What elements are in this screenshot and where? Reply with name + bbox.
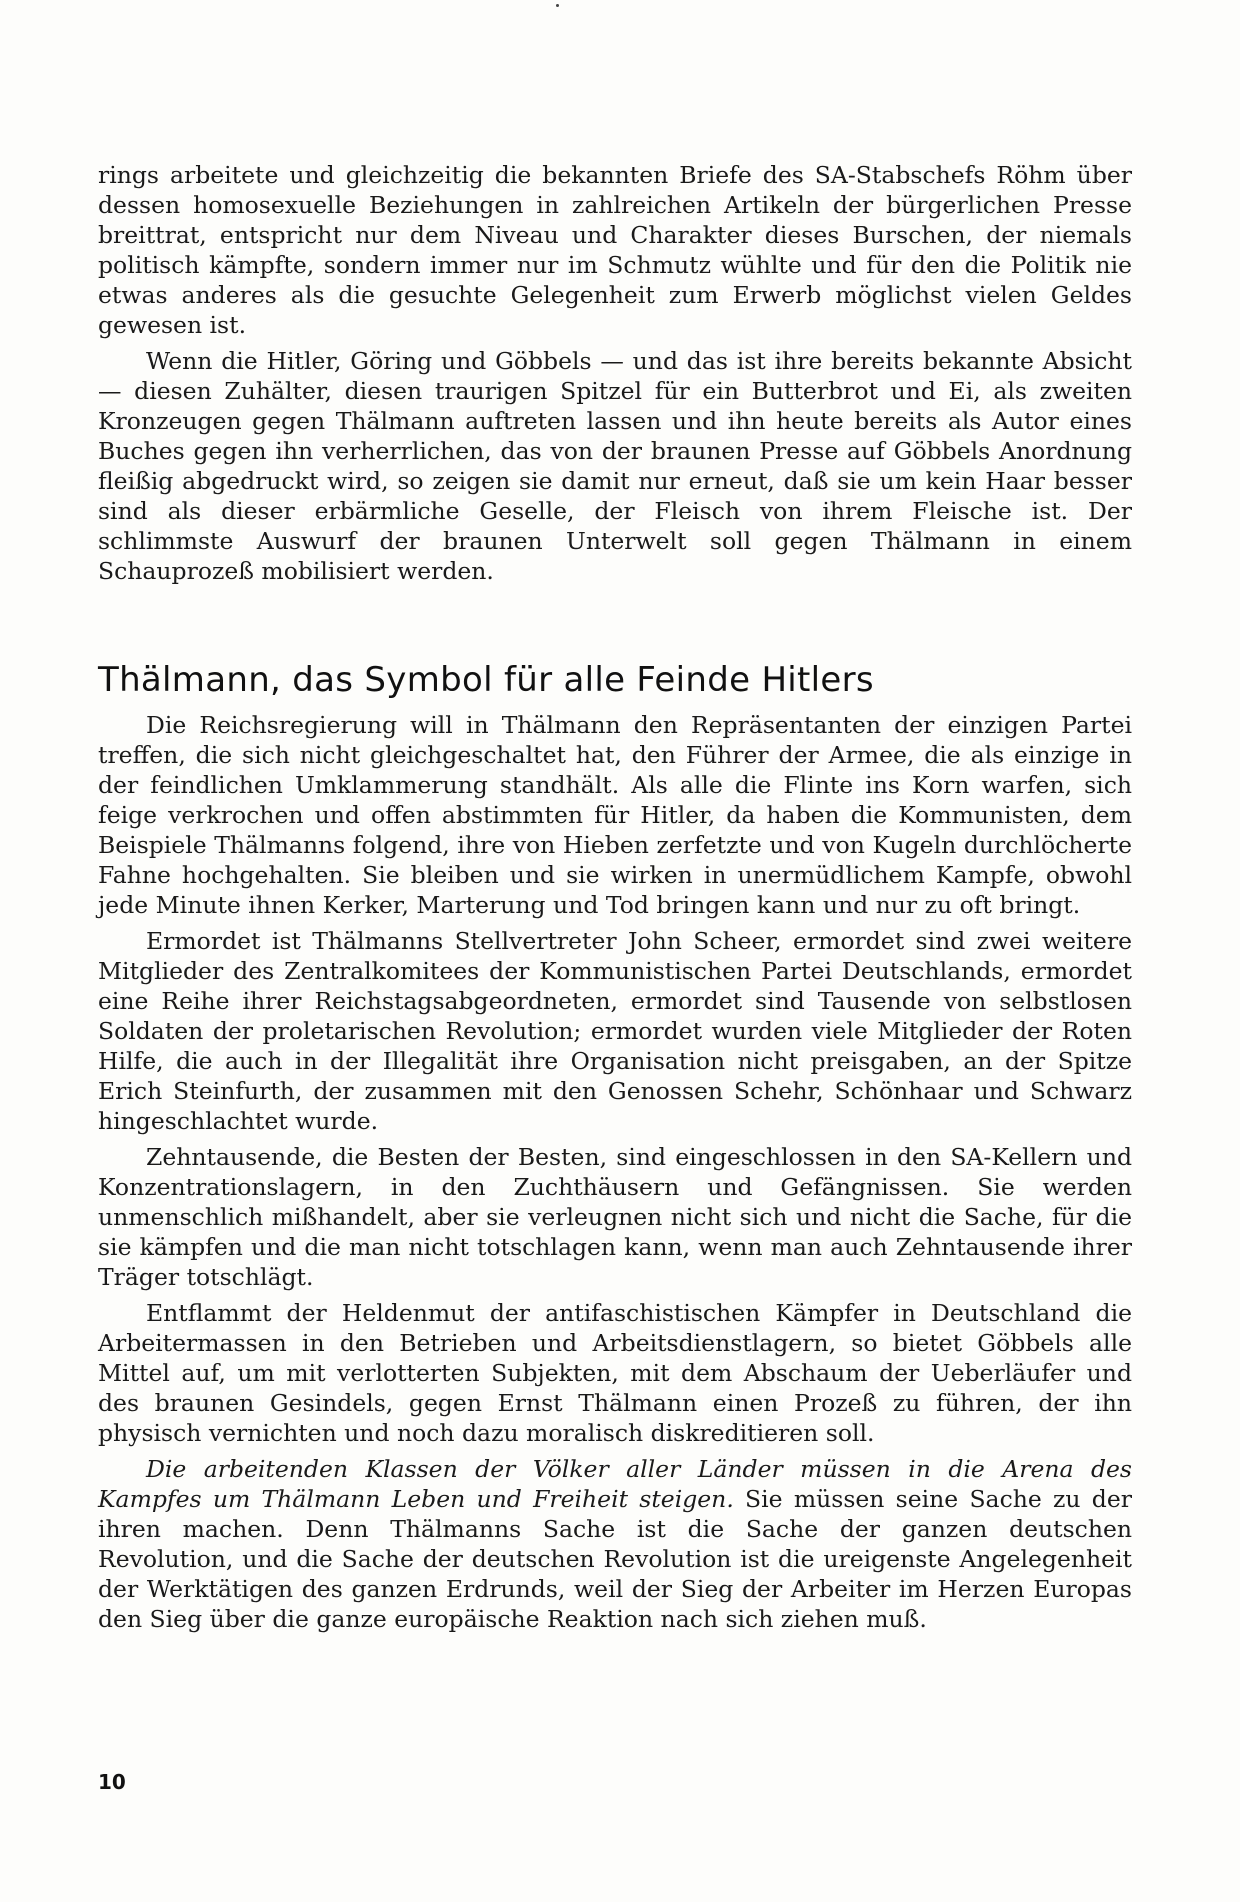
paragraph: Entflammt der Heldenmut der antifaschistischen Kämpfer in Deutschland die Arbeitermassen in den Betrieben und Arbeitsdienstlagern, so bietet Göbbels alle Mittel auf, um mit verlotterten Subjekten, mit dem Abschaum der Ueberläufer und des braunen Gesindels, gegen Ernst Thälmann einen Prozeß zu führen, der ihn physisch vernichten und noch dazu moralisch diskreditieren soll. — [98, 1299, 1132, 1447]
paragraph-rest: Sie müssen seine Sache zu der ihren machen. Denn Thälmanns Sache ist die Sache der ganzen deutschen Revolution, und die Sache der deutschen Revolution ist die ureigenste Angelegenheit der Werktätigen des ganzen Erdrunds, weil der Sieg der Arbeiter im Herzen Europas den Sieg über die ganze europäische Reaktion nach sich ziehen muß. — [98, 1485, 1132, 1633]
paragraph: Ermordet ist Thälmanns Stellvertreter John Scheer, ermordet sind zwei weitere Mitglieder des Zentralkomitees der Kommunistischen Partei Deutschlands, ermordet eine Reihe ihrer Reichstagsabgeordneten, ermordet sind Tausende von selbstlosen Soldaten der proletarischen Revolution; ermordet wurden viele Mitglieder der Roten Hilfe, die auch in der Illegalität ihre Organisation nicht preisgaben, an der Spitze Erich Steinfurth, der zusammen mit den Genossen Schehr, Schönhaar und Schwarz hingeschlachtet wurde. — [98, 927, 1132, 1135]
print-speck — [556, 4, 559, 7]
paragraph: Die Reichsregierung will in Thälmann den Repräsentanten der einzigen Partei treffen, die sich nicht gleichgeschaltet hat, den Führer der Armee, die als einzige in der feindlichen Umklammerung standhält. Als alle die Flinte ins Korn warfen, sich feige verkrochen und offen abstimmten für Hitler, da haben die Kommunisten, dem Beispiele Thälmanns folgend, ihre von Hieben zerfetzte und von Kugeln durchlöcherte Fahne hochgehalten. Sie bleiben und sie wirken in unermüdlichem Kampfe, obwohl jede Minute ihnen Kerker, Marterung und Tod bringen kann und nur zu oft bringt. — [98, 711, 1132, 919]
paragraph: Zehntausende, die Besten der Besten, sind eingeschlossen in den SA-Kellern und Konzentrationslagern, in den Zuchthäusern und Gefängnissen. Sie werden unmenschlich mißhandelt, aber sie verleugnen nicht sich und nicht die Sache, für die sie kämpfen und die man nicht totschlagen kann, wenn man auch Zehntausende ihrer Träger totschlägt. — [98, 1143, 1132, 1291]
paragraph-final — [98, 1454, 1132, 1634]
paragraph: Wenn die Hitler, Göring und Göbbels — und das ist ihre bereits bekannte Absicht — diesen Zuhälter, diesen traurigen Spitzel für ein Butterbrot und Ei, als zweiten Kronzeugen gegen Thälmann auftreten lassen und ihn heute bereits als Autor eines Buches gegen ihn verherrlichen, das von der braunen Presse auf Göbbels Anordnung fleißig abgedruckt wird, so zeigen sie damit nur erneut, daß sie um kein Haar besser sind als dieser erbärmliche Geselle, der Fleisch von ihrem Fleische ist. Der schlimmste Auswurf der braunen Unterwelt soll gegen Thälmann in einem Schauprozeß mobilisiert werden. — [98, 347, 1132, 585]
text-column — [98, 160, 1132, 1640]
paragraph-continued: rings arbeitete und gleichzeitig die bekannten Briefe des SA-Stabschefs Röhm über dessen homosexuelle Beziehungen in zahlreichen Artikeln der bürgerlichen Presse breittrat, entspricht nur dem Niveau und Charakter dieses Burschen, der niemals politisch kämpfte, sondern immer nur im Schmutz wühlte und für den die Politik nie etwas anderes als die gesuchte Gelegenheit zum Erwerb möglichst vielen Geldes gewesen ist. — [98, 161, 1132, 339]
emphasized-sentence: Die arbeitenden Klassen der Völker aller Länder müssen in die Arena des Kampfes um Thälmann Leben und Freiheit steigen. — [98, 1455, 1132, 1513]
page-number: 10 — [98, 1770, 126, 1794]
section-heading: Thälmann, das Symbol für alle Feinde Hitlers — [98, 660, 874, 700]
